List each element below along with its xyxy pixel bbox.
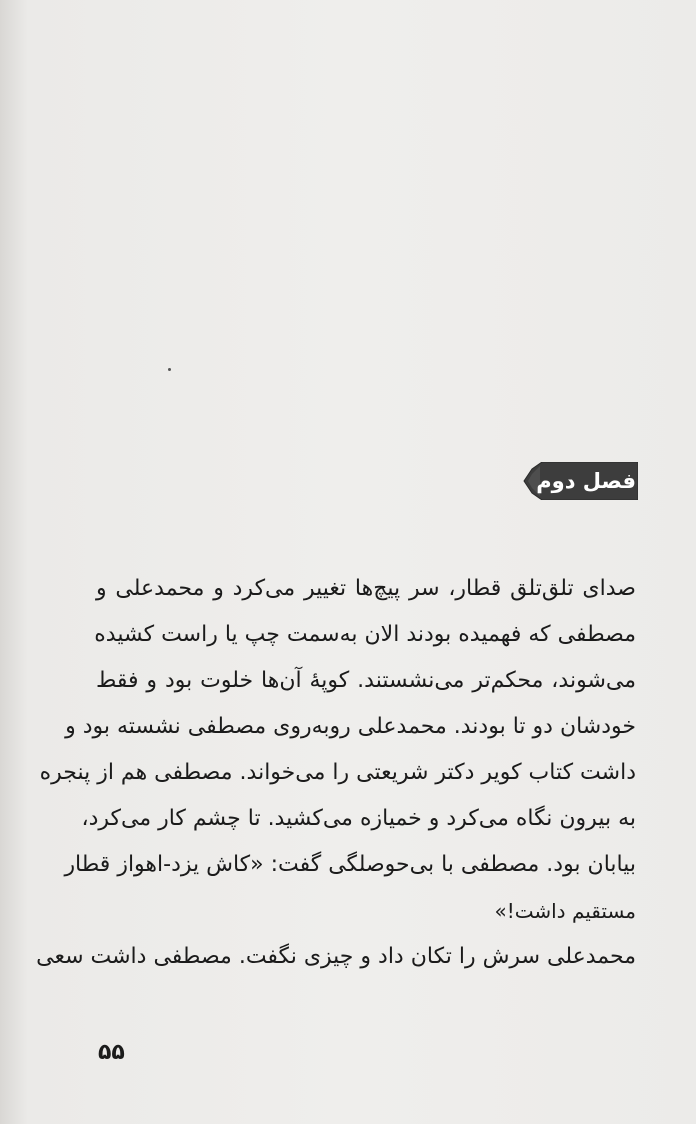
text-line: مصطفی که فهمیده بودند الان به‌سمت چپ یا راست کشیده <box>94 622 636 647</box>
text-line: می‌شوند، محکم‌تر می‌نشستند. کوپهٔ آن‌ها خلوت بود و فقط <box>96 668 636 693</box>
text-line: مستقیم داشت!» <box>494 899 636 923</box>
text-line: صدای تلق‌تلق قطار، سر پیچ‌ها تغییر می‌کرد و محمدعلی و <box>96 576 636 601</box>
page-number: ۵۵ <box>98 1040 125 1065</box>
text-line: بیابان بود. مصطفی با بی‌حوصلگی گفت: «کاش یزد-اهواز قطار <box>64 852 636 877</box>
chapter-badge <box>520 462 638 500</box>
chapter-body-text <box>36 566 636 980</box>
text-line: داشت کتاب کویر دکتر شریعتی را می‌خواند. مصطفی هم از پنجره <box>39 760 636 785</box>
text-line: محمدعلی سرش را تکان داد و چیزی نگفت. مصطفی داشت سعی <box>36 944 636 969</box>
paper-speck <box>168 368 171 371</box>
text-line: خودشان دو تا بودند. محمدعلی روبه‌روی مصطفی نشسته بود و <box>65 714 636 739</box>
text-line: به بیرون نگاه می‌کرد و خمیازه می‌کشید. تا چشم کار می‌کرد، <box>81 806 636 831</box>
chapter-title: فصل دوم <box>536 469 636 493</box>
